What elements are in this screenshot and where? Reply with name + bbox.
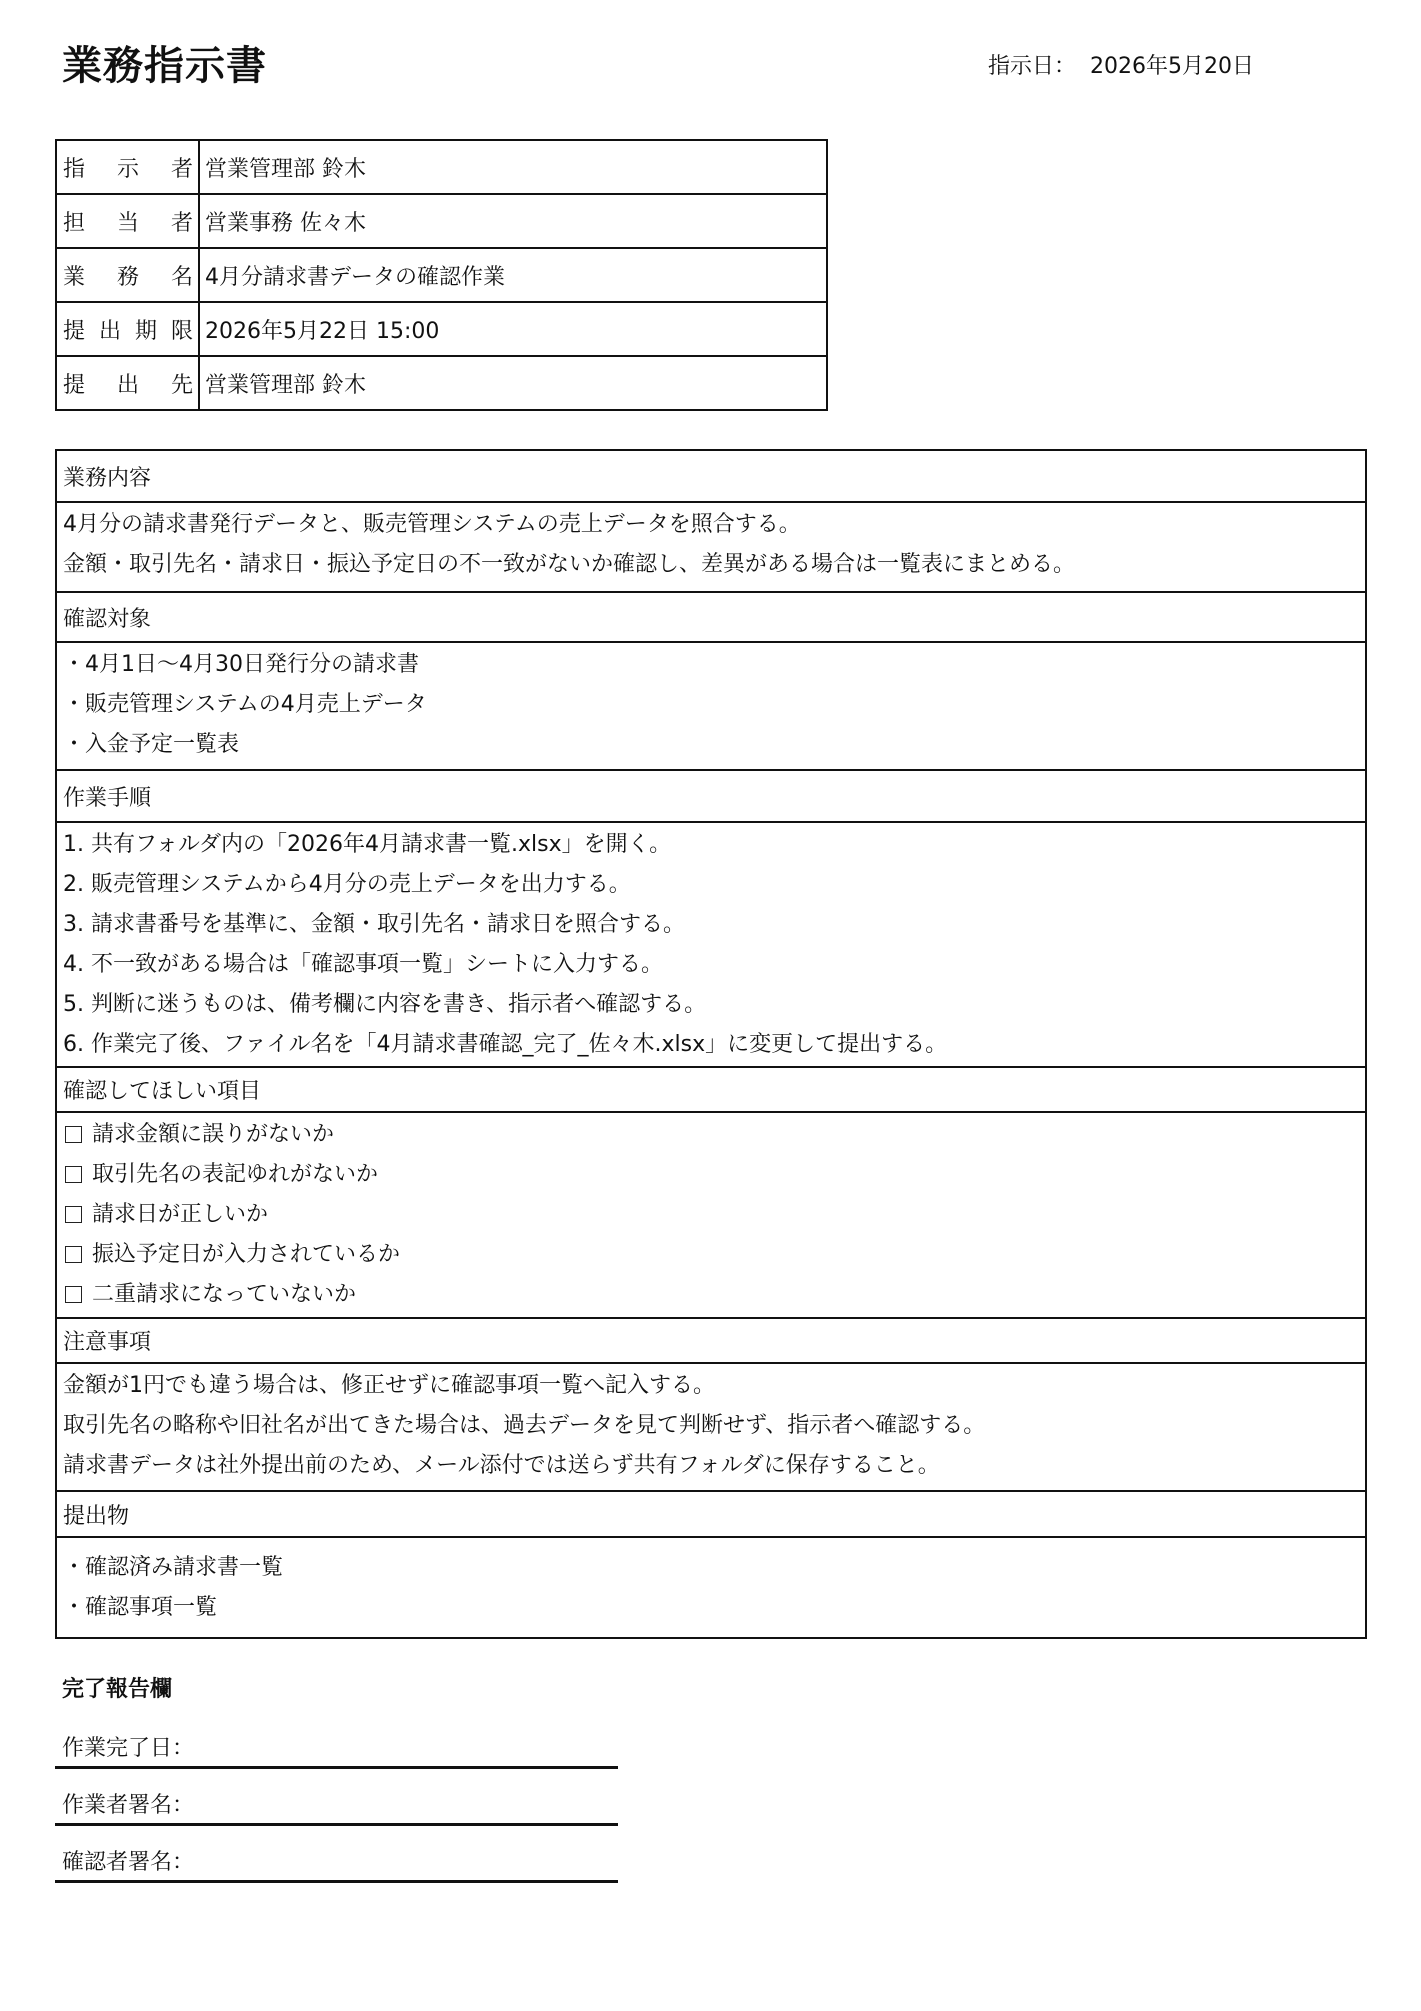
label-char: 示	[116, 156, 139, 182]
section-heading-checklist: 確認してほしい項目	[57, 1066, 1365, 1111]
info-label	[57, 303, 200, 355]
content-line: 金額・取引先名・請求日・振込予定日の不一致がないか確認し、差異がある場合は一覧表にまとめる。	[63, 552, 1076, 577]
section-body-content	[57, 501, 1365, 591]
label-char: 提	[63, 318, 86, 344]
field-label: 確認者署名：	[62, 1850, 195, 1875]
info-table	[55, 139, 828, 411]
procedure-step: 1. 共有フォルダ内の「2026年4月請求書一覧.xlsx」を開く。	[63, 832, 672, 857]
target-line: ・4月1日～4月30日発行分の請求書	[63, 652, 419, 677]
field-label: 作業者署名：	[62, 1793, 195, 1818]
checklist-item	[63, 1155, 1365, 1195]
label-char: 当	[116, 210, 139, 236]
field-label: 作業完了日：	[62, 1736, 195, 1761]
info-row-assignee	[57, 193, 826, 247]
info-value: 4月分請求書データの確認作業	[205, 264, 505, 290]
checklist-item	[63, 1235, 1365, 1275]
deliverable-line: ・確認事項一覧	[63, 1595, 218, 1620]
label-char: 者	[170, 210, 193, 236]
info-label	[57, 249, 200, 301]
checklist-item	[63, 1195, 1365, 1235]
checklist-text: 請求日が正しいか	[92, 1202, 269, 1227]
info-value: 営業管理部 鈴木	[205, 372, 366, 398]
label-char: 期	[134, 318, 157, 344]
label-char: 名	[170, 264, 193, 290]
info-row-deadline	[57, 301, 826, 355]
note-line: 金額が1円でも違う場合は、修正せずに確認事項一覧へ記入する。	[63, 1373, 715, 1398]
date-value: 2026年5月20日	[1090, 54, 1254, 79]
label-char: 出	[116, 372, 139, 398]
checkbox-icon[interactable]	[65, 1206, 82, 1223]
checklist-item	[63, 1115, 1365, 1155]
task-detail-table	[55, 449, 1367, 1639]
checklist-text: 請求金額に誤りがないか	[92, 1122, 335, 1147]
label-char: 指	[63, 156, 86, 182]
checker-signature-field[interactable]	[55, 1843, 618, 1883]
section-body-procedure	[57, 821, 1365, 1066]
info-label	[57, 357, 200, 409]
completion-date-field[interactable]	[55, 1729, 618, 1769]
procedure-step: 5. 判断に迷うものは、備考欄に内容を書き、指示者へ確認する。	[63, 992, 707, 1017]
page-title: 業務指示書	[62, 43, 267, 89]
procedure-step: 4. 不一致がある場合は「確認事項一覧」シートに入力する。	[63, 952, 663, 977]
section-heading-notes: 注意事項	[57, 1317, 1365, 1362]
section-body-targets	[57, 641, 1365, 769]
section-body-notes	[57, 1362, 1365, 1490]
label-char: 務	[116, 264, 139, 290]
checklist-text: 振込予定日が入力されているか	[92, 1242, 401, 1267]
section-heading-procedure: 作業手順	[57, 769, 1365, 821]
content-line: 4月分の請求書発行データと、販売管理システムの売上データを照合する。	[63, 512, 801, 537]
checkbox-icon[interactable]	[65, 1166, 82, 1183]
procedure-step: 2. 販売管理システムから4月分の売上データを出力する。	[63, 872, 631, 897]
section-heading-targets: 確認対象	[57, 591, 1365, 641]
label-char: 担	[63, 210, 86, 236]
checkbox-icon[interactable]	[65, 1126, 82, 1143]
report-title: 完了報告欄	[62, 1677, 173, 1702]
procedure-step: 3. 請求書番号を基準に、金額・取引先名・請求日を照合する。	[63, 912, 685, 937]
deliverable-line: ・確認済み請求書一覧	[63, 1555, 284, 1580]
label-char: 限	[170, 318, 193, 344]
label-char: 者	[170, 156, 193, 182]
label-char: 業	[63, 264, 86, 290]
procedure-step: 6. 作業完了後、ファイル名を「4月請求書確認_完了_佐々木.xlsx」に変更して提出する。	[63, 1032, 948, 1057]
note-line: 請求書データは社外提出前のため、メール添付では送らず共有フォルダに保存すること。	[63, 1453, 940, 1478]
info-value: 営業事務 佐々木	[205, 210, 366, 236]
checklist-text: 二重請求になっていないか	[92, 1282, 357, 1307]
section-body-deliverables	[57, 1536, 1365, 1637]
target-line: ・販売管理システムの4月売上データ	[63, 692, 427, 717]
worker-signature-field[interactable]	[55, 1786, 618, 1826]
section-heading-deliverables: 提出物	[57, 1490, 1365, 1536]
info-label	[57, 141, 200, 193]
target-line: ・入金予定一覧表	[63, 732, 240, 757]
date-label: 指示日：	[988, 54, 1077, 79]
checkbox-icon[interactable]	[65, 1286, 82, 1303]
instruction-date	[988, 52, 1254, 82]
checkbox-icon[interactable]	[65, 1246, 82, 1263]
checklist-item	[63, 1275, 1365, 1315]
section-body-checklist	[57, 1111, 1365, 1317]
info-row-task-name	[57, 247, 826, 301]
label-char: 提	[63, 372, 86, 398]
section-heading-content: 業務内容	[63, 465, 152, 491]
label-char: 出	[98, 318, 121, 344]
info-label	[57, 195, 200, 247]
note-line: 取引先名の略称や旧社名が出てきた場合は、過去データを見て判断せず、指示者へ確認する。	[63, 1413, 986, 1438]
info-value: 営業管理部 鈴木	[205, 156, 366, 182]
info-row-submit-to	[57, 355, 826, 409]
info-row-instructor	[57, 141, 826, 193]
label-char: 先	[170, 372, 193, 398]
checklist-text: 取引先名の表記ゆれがないか	[92, 1162, 379, 1187]
info-value: 2026年5月22日 15:00	[205, 318, 440, 344]
